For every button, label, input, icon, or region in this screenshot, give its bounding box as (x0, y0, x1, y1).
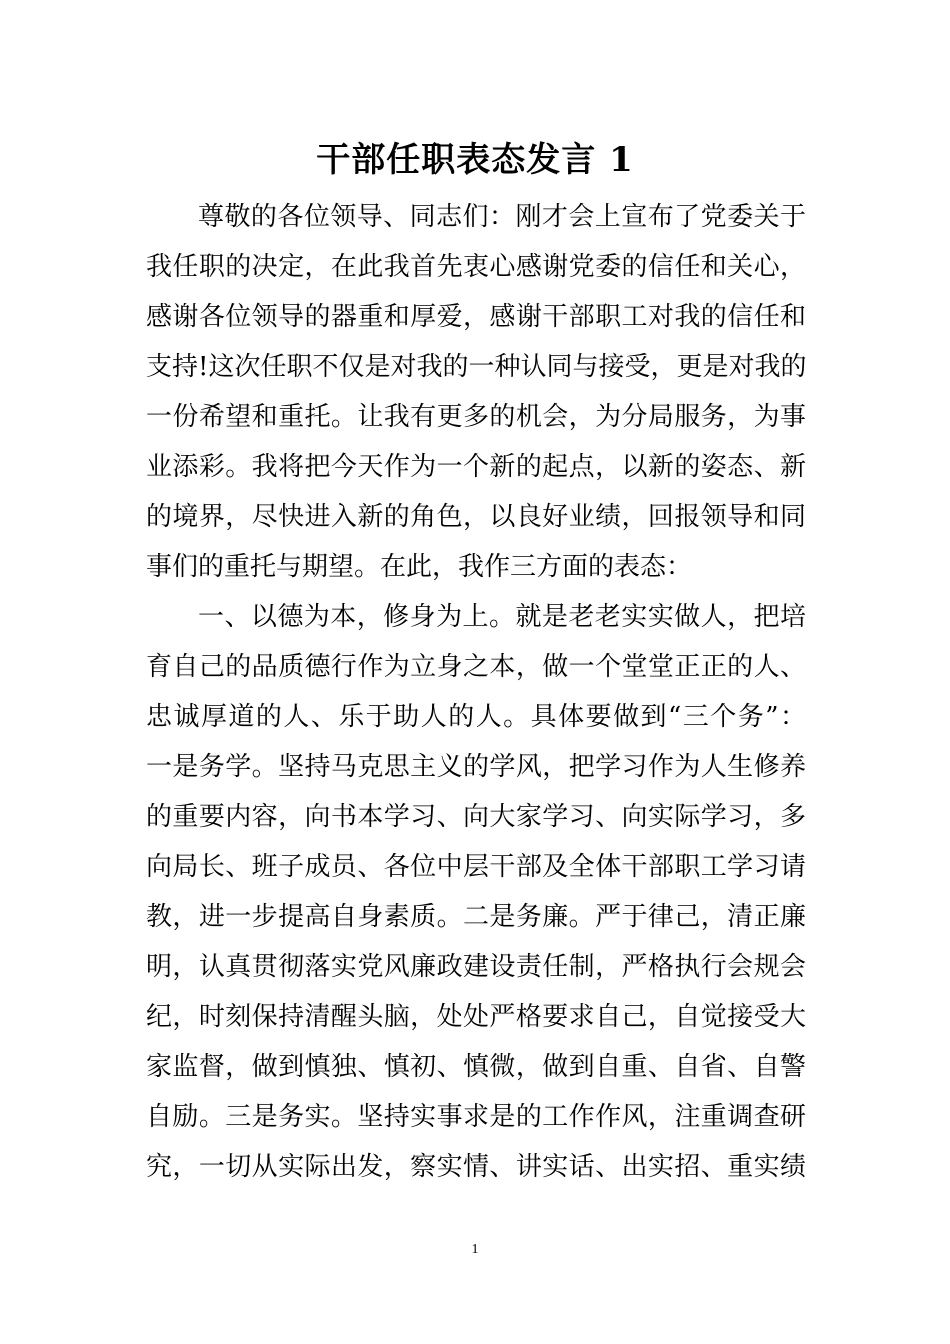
paragraph-line: 事们的重托与期望。在此，我作三方面的表态： (146, 552, 693, 582)
paragraph-line: 业添彩。我将把今天作为一个新的起点，以新的姿态、新 (146, 452, 806, 482)
paragraph-line: 我任职的决定，在此我首先衷心感谢党委的信任和关心， (146, 252, 806, 282)
paragraph-line: 一份希望和重托。让我有更多的机会，为分局服务，为事 (146, 402, 806, 432)
paragraph-line: 支持!这次任职不仅是对我的一种认同与接受，更是对我的 (146, 352, 807, 382)
paragraph-line: 感谢各位领导的器重和厚爱，感谢干部职工对我的信任和 (146, 302, 806, 332)
document-body (146, 192, 806, 1192)
paragraph-line: 自励。三是务实。坚持实事求是的工作作风，注重调查研 (146, 1102, 806, 1132)
paragraph-line: 尊敬的各位领导、同志们：刚才会上宣布了党委关于 (198, 202, 806, 232)
document-title: 干部任职表态发言 1 (316, 140, 634, 180)
paragraph-line: 纪，时刻保持清醒头脑，处处严格要求自己，自觉接受大 (146, 1002, 806, 1032)
paragraph-line: 育自己的品质德行作为立身之本，做一个堂堂正正的人、 (146, 652, 806, 682)
paragraph-line: 教，进一步提高自身素质。二是务廉。严于律己，清正廉 (146, 902, 806, 932)
page-number: 1 (471, 1242, 479, 1257)
paragraph-line: 一是务学。坚持马克思主义的学风，把学习作为人生修养 (146, 752, 806, 782)
paragraph-line: 一、以德为本，修身为上。就是老老实实做人，把培 (198, 602, 806, 632)
paragraph-line: 的境界，尽快进入新的角色，以良好业绩，回报领导和同 (146, 502, 806, 532)
paragraph-line: 家监督，做到慎独、慎初、慎微，做到自重、自省、自警 (146, 1052, 806, 1082)
paragraph-line: 的重要内容，向书本学习、向大家学习、向实际学习，多 (146, 802, 806, 832)
paragraph-line: 究，一切从实际出发，察实情、讲实话、出实招、重实绩 (146, 1152, 806, 1182)
paragraph-line: 向局长、班子成员、各位中层干部及全体干部职工学习请 (146, 852, 806, 882)
paragraph-line: 明，认真贯彻落实党风廉政建设责任制，严格执行会规会 (146, 952, 806, 982)
paragraph-line: 忠诚厚道的人、乐于助人的人。具体要做到“三个务”： (146, 702, 806, 732)
